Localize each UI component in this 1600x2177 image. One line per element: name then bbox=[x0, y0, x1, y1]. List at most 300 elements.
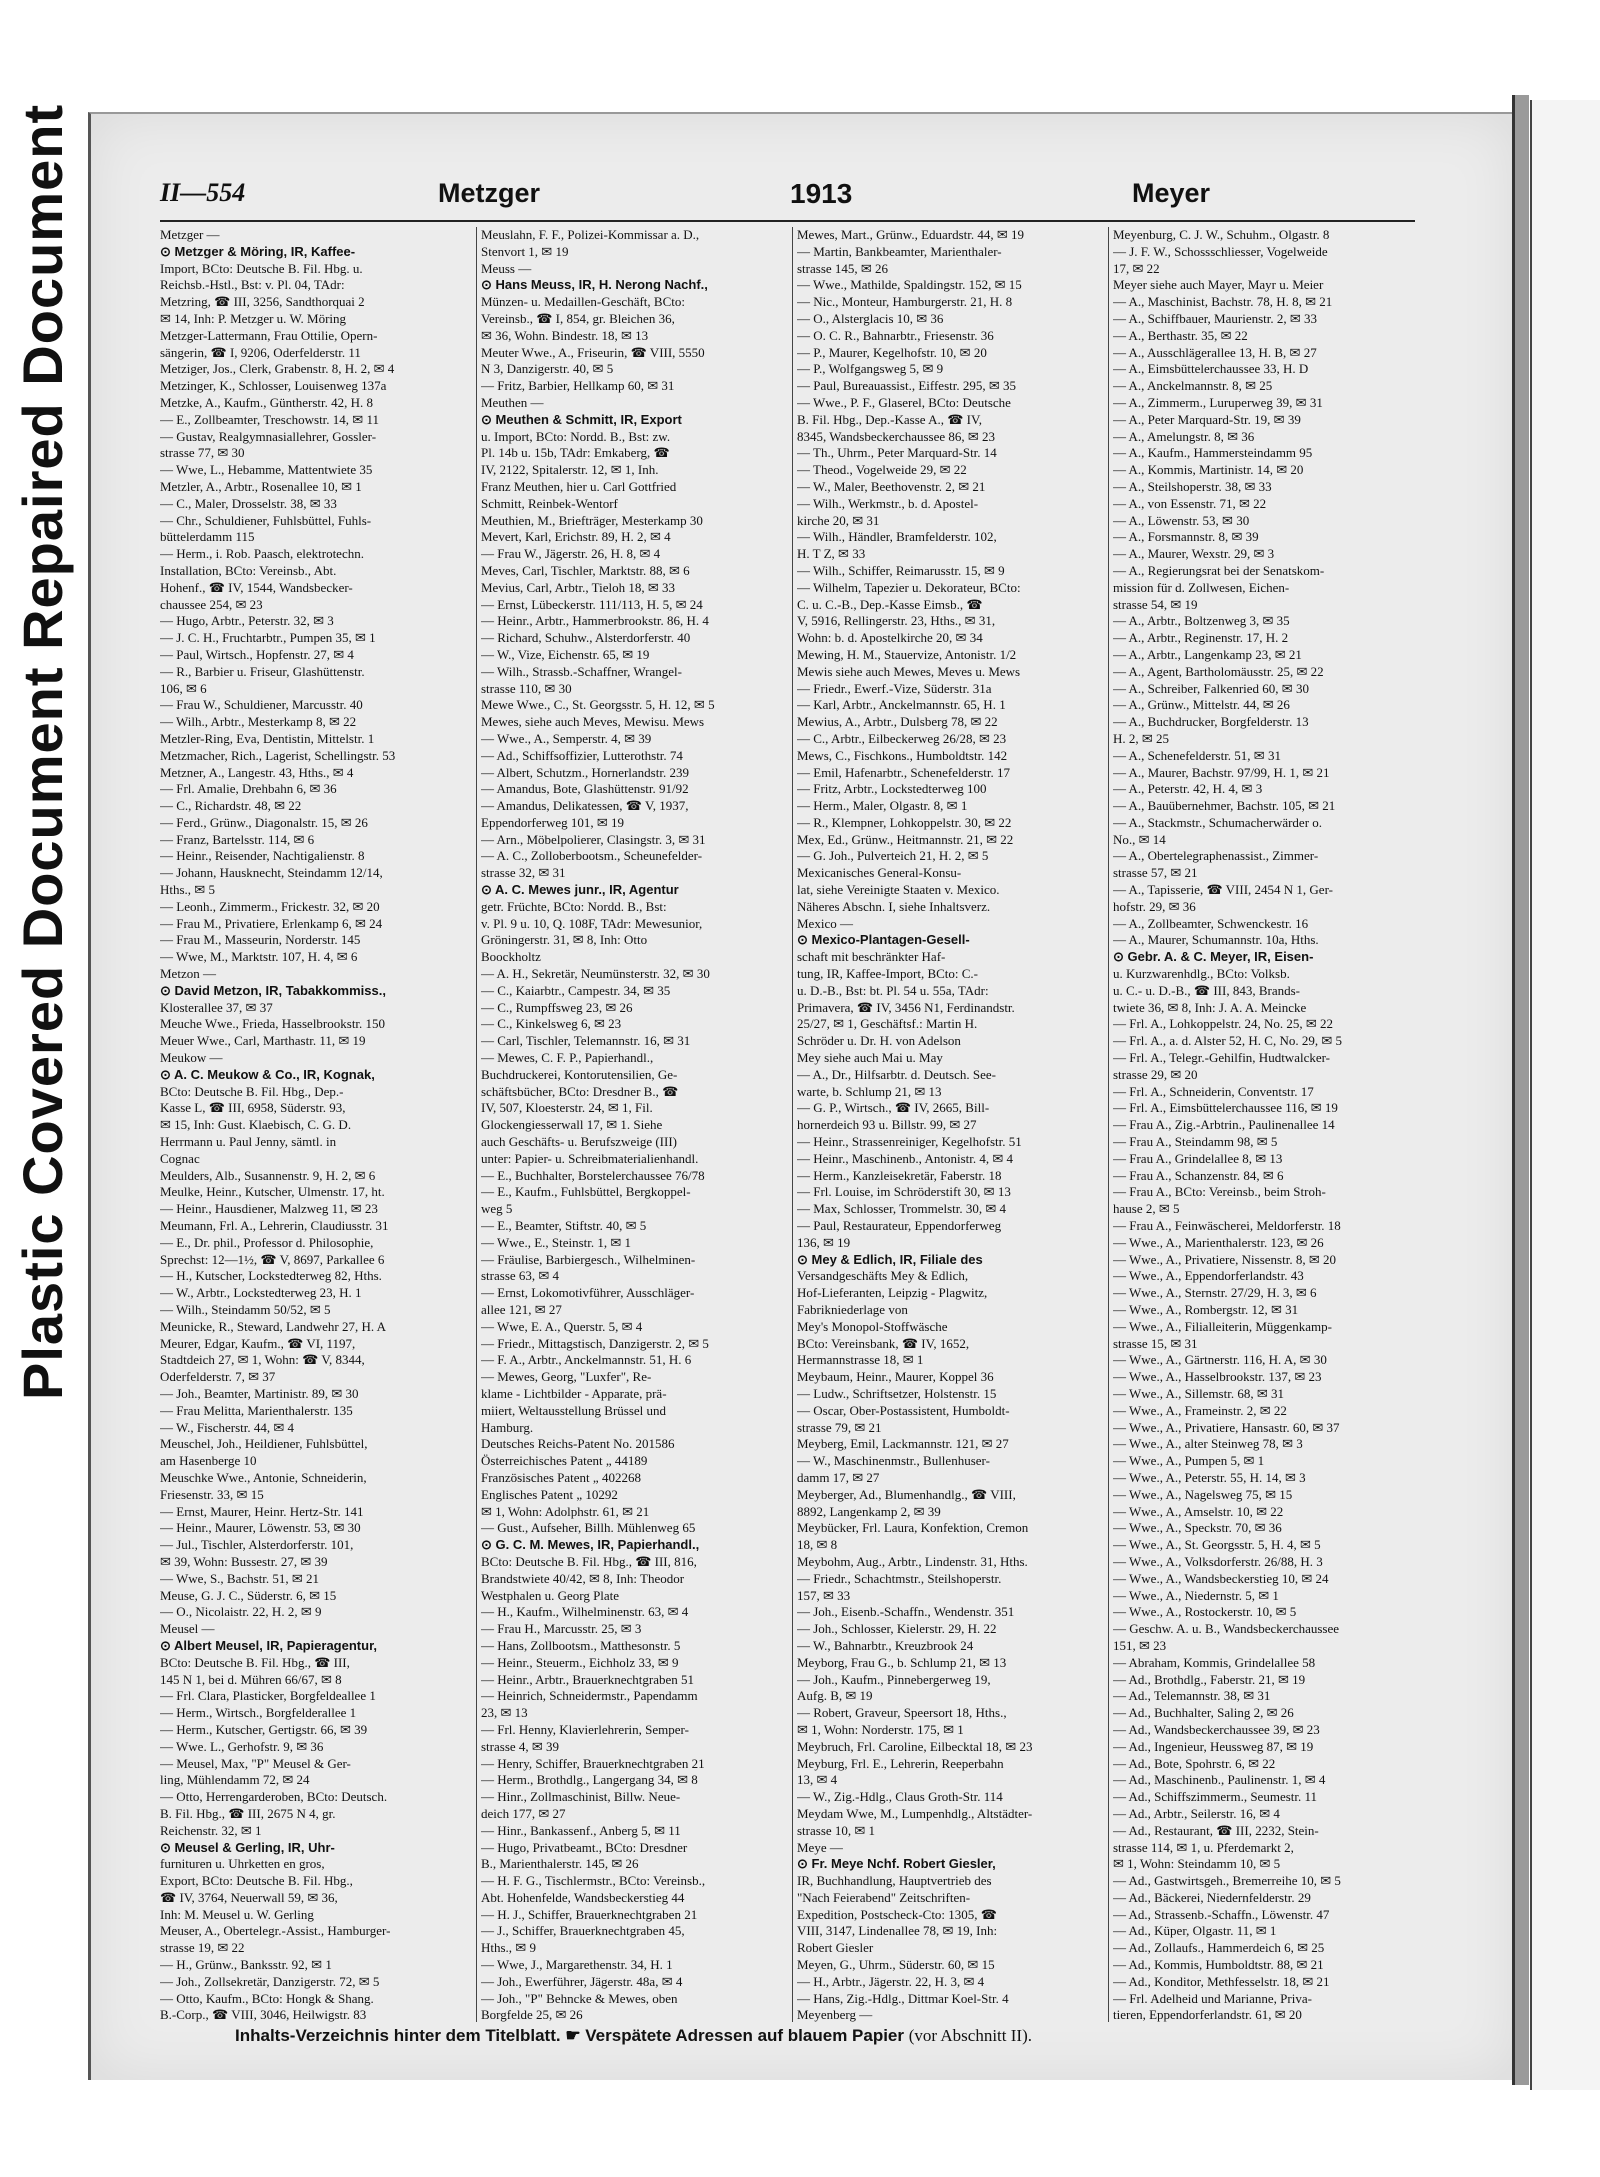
directory-entry-line: Hermannstrasse 18, ✉ 1 bbox=[797, 1352, 924, 1368]
directory-entry-line: — A., Anckelmannstr. 8, ✉ 25 bbox=[1113, 378, 1273, 394]
directory-entry-line: Meulke, Heinr., Kutscher, Ulmenstr. 17, ht. bbox=[160, 1184, 385, 1200]
directory-entry-line: damm 17, ✉ 27 bbox=[797, 1469, 880, 1485]
directory-entry-line: — Wilh., Werkmstr., b. d. Apostel- bbox=[797, 495, 979, 511]
directory-entry-line: — H. J., Schiffer, Brauerknechtgraben 21 bbox=[481, 1906, 698, 1922]
directory-entry-line: — Wwe., A., Semperstr. 4, ✉ 39 bbox=[481, 730, 652, 746]
directory-entry-line: Hths., ✉ 5 bbox=[160, 882, 215, 898]
directory-entry-line: u. D.-B., Bst: bt. Pl. 54 u. 55a, TAdr: bbox=[797, 982, 989, 998]
directory-entry-line: Meyen, G., Uhrm., Süderstr. 60, ✉ 15 bbox=[797, 1957, 995, 1973]
directory-entry-line: ⊙ Gebr. A. & C. Meyer, IR, Eisen- bbox=[1113, 949, 1314, 965]
directory-entry-line: Meyenburg, C. J. W., Schuhm., Olgastr. 8 bbox=[1113, 227, 1330, 242]
column-1 bbox=[160, 227, 466, 2022]
directory-entry-line: — Heinr., Steuerm., Eichholz 33, ✉ 9 bbox=[481, 1654, 679, 1670]
directory-entry-line: — A., Berthastr. 35, ✉ 22 bbox=[1113, 327, 1248, 343]
directory-entry-line: — Wwe., A., Rombergstr. 12, ✉ 31 bbox=[1113, 1302, 1299, 1317]
directory-entry-line: warte, b. Schlump 21, ✉ 13 bbox=[797, 1083, 942, 1099]
directory-entry-line: hofstr. 29, ✉ 36 bbox=[1113, 898, 1196, 914]
directory-entry-line: ⊙ Mey & Edlich, IR, Filiale des bbox=[797, 1251, 983, 1267]
directory-entry-line: 145 N 1, bei d. Mühren 66/67, ✉ 8 bbox=[160, 1671, 342, 1687]
directory-entry-line: — W., Zig.-Hdlg., Claus Groth-Str. 114 bbox=[797, 1789, 1003, 1805]
directory-entry-line: — Wilhelm, Tapezier u. Dekorateur, BCto: bbox=[797, 579, 1021, 595]
directory-entry-line: Robert Giesler bbox=[797, 1940, 874, 1956]
column-2 bbox=[476, 227, 782, 2022]
directory-entry-line: — Ad., Schiffsoffizier, Lutterothstr. 74 bbox=[481, 747, 683, 763]
directory-entry-line: Französisches Patent „ 402268 bbox=[481, 1469, 641, 1485]
directory-entry-line: Mex, Ed., Grünw., Heitmannstr. 21, ✉ 22 bbox=[797, 831, 1014, 847]
directory-entry-line: — A., Zimmerm., Luruperweg 39, ✉ 31 bbox=[1113, 394, 1323, 410]
directory-columns bbox=[160, 227, 1418, 2022]
directory-entry-line: — E., Kaufm., Fuhlsbüttel, Bergkoppel- bbox=[481, 1184, 691, 1200]
directory-entry-line: weg 5 bbox=[481, 1201, 513, 1217]
directory-entry-line: miiert, Weltausstellung Brüssel und bbox=[481, 1402, 667, 1418]
directory-entry-line: — Wwe., A., Privatiere, Nissenstr. 8, ✉ 20 bbox=[1113, 1251, 1336, 1267]
directory-entry-line: — A., Schiffbauer, Maurienstr. 2, ✉ 33 bbox=[1113, 310, 1318, 326]
directory-entry-line: — Wwe., A., St. Georgsstr. 5, H. 4, ✉ 5 bbox=[1113, 1537, 1321, 1553]
directory-entry-line: — Heinr., Reisender, Nachtigalienstr. 8 bbox=[160, 848, 365, 864]
directory-entry-line: — A., Grünw., Mittelstr. 44, ✉ 26 bbox=[1113, 697, 1290, 713]
directory-entry-line: — Ad., Konditor, Methfesselstr. 18, ✉ 21 bbox=[1113, 1973, 1330, 1989]
directory-entry-line: — Robert, Graveur, Speersort 18, Hths., bbox=[797, 1705, 1007, 1721]
directory-entry-line: chaussee 254, ✉ 23 bbox=[160, 596, 263, 612]
directory-entry-line: ✉ 15, Inh: Gust. Klaebisch, C. G. D. bbox=[160, 1117, 352, 1133]
directory-entry-line: am Hasenberge 10 bbox=[160, 1453, 257, 1469]
directory-entry-line: Meurer, Edgar, Kaufm., ☎ VI, 1197, bbox=[160, 1335, 356, 1351]
directory-entry-line: — A., von Essenstr. 71, ✉ 22 bbox=[1113, 495, 1267, 511]
directory-entry-line: — Wwe., A., Hasselbrookstr. 137, ✉ 23 bbox=[1113, 1369, 1322, 1385]
directory-entry-line: — Albert, Schutzm., Hornerlandstr. 239 bbox=[481, 764, 689, 780]
directory-entry-line: — Heinr., Strassenreiniger, Kegelhofstr. 51 bbox=[797, 1134, 1022, 1150]
directory-entry-line: ⊙ David Metzon, IR, Tabakkommiss., bbox=[160, 982, 386, 998]
directory-entry-line: u. C.- u. D.-B., ☎ III, 843, Brands- bbox=[1113, 982, 1300, 998]
directory-entry-line: Meyborg, Frau G., b. Schlump 21, ✉ 13 bbox=[797, 1654, 1007, 1670]
directory-entry-line: — Ad., Küper, Olgastr. 11, ✉ 1 bbox=[1113, 1923, 1277, 1939]
directory-entry-line: — Friedr., Mittagstisch, Danzigerstr. 2, ✉ 5 bbox=[481, 1335, 709, 1351]
directory-entry-line: furnituren u. Uhrketten en gros, bbox=[160, 1856, 325, 1872]
directory-entry-line: — Wwe., A., alter Steinweg 78, ✉ 3 bbox=[1113, 1436, 1303, 1452]
directory-entry-line: Meukow — bbox=[160, 1050, 223, 1066]
directory-entry-line: Glockengiesserwall 17, ✉ 1. Siehe bbox=[481, 1117, 663, 1133]
directory-entry-line: 136, ✉ 19 bbox=[797, 1234, 851, 1250]
directory-entry-line: — A., Tapisserie, ☎ VIII, 2454 N 1, Ger- bbox=[1113, 882, 1333, 898]
directory-entry-line: Boockholtz bbox=[481, 949, 541, 965]
directory-entry-line: — Paul, Wirtsch., Hopfenstr. 27, ✉ 4 bbox=[160, 646, 354, 662]
directory-entry-line: Cognac bbox=[160, 1150, 200, 1166]
directory-entry-line: — Gustav, Realgymnasiallehrer, Gossler- bbox=[160, 428, 377, 444]
directory-entry-line: — E., Buchhalter, Borstelerchaussee 76/78 bbox=[481, 1167, 705, 1183]
directory-entry-line: — Wwe., P. F., Glaserel, BCto: Deutsche bbox=[797, 394, 1011, 410]
directory-entry-line: ⊙ Fr. Meye Nchf. Robert Giesler, bbox=[797, 1856, 996, 1872]
directory-entry-line: ✉ 14, Inh: P. Metzger u. W. Möring bbox=[160, 310, 347, 326]
directory-entry-line: — Heinr., Maurer, Löwenstr. 53, ✉ 30 bbox=[160, 1520, 361, 1536]
directory-entry-line: Meyberg, Emil, Lackmannstr. 121, ✉ 27 bbox=[797, 1436, 1009, 1452]
directory-entry-line: Metzke, A., Kaufm., Güntherstr. 42, H. 8 bbox=[160, 394, 374, 410]
footer-main: Inhalts-Verzeichnis hinter dem Titelblatt. ☛ Verspätete Adressen auf blauem Papier bbox=[235, 2026, 905, 2045]
directory-entry-line: Pl. 14b u. 15b, TAdr: Emkaberg, ☎ bbox=[481, 445, 670, 461]
directory-entry-line: — Wilh., Strassb.-Schaffner, Wrangel- bbox=[481, 663, 682, 679]
directory-entry-line: — Ad., Wandsbeckerchaussee 39, ✉ 23 bbox=[1113, 1721, 1320, 1737]
directory-entry-line: — Paul, Bureauassist., Eiffestr. 295, ✉ 35 bbox=[797, 378, 1016, 394]
directory-entry-line: — Ad., Bäckerei, Niedernfelderstr. 29 bbox=[1113, 1889, 1311, 1905]
directory-entry-line: Meuche Wwe., Frieda, Hasselbrookstr. 150 bbox=[160, 1016, 386, 1032]
directory-entry-line: Mey's Monopol-Stoffwäsche bbox=[797, 1318, 948, 1334]
directory-entry-line: Westphalen u. Georg Plate bbox=[481, 1587, 620, 1603]
directory-entry-line: — A., Amelungstr. 8, ✉ 36 bbox=[1113, 428, 1255, 444]
directory-entry-line: BCto: Deutsche B. Fil. Hbg., ☎ III, bbox=[160, 1654, 350, 1670]
directory-entry-line: — Wwe, S., Bachstr. 51, ✉ 21 bbox=[160, 1570, 320, 1586]
directory-entry-line: — A., Stackmstr., Schumacherwärder o. bbox=[1113, 814, 1323, 830]
directory-entry-line: — Heinr., Hausdiener, Malzweg 11, ✉ 23 bbox=[160, 1201, 378, 1217]
directory-entry-line: — H., Grünw., Banksstr. 92, ✉ 1 bbox=[160, 1957, 332, 1973]
directory-entry-line: — Ludw., Schriftsetzer, Holstenstr. 15 bbox=[797, 1385, 997, 1401]
directory-entry-line: ⊙ Metzger & Möring, IR, Kaffee- bbox=[160, 243, 356, 259]
directory-entry-line: — Heinr., Arbtr., Hammerbrookstr. 86, H. 4 bbox=[481, 613, 709, 629]
directory-entry-line: — Fräulise, Barbiergesch., Wilhelminen- bbox=[481, 1251, 696, 1267]
directory-entry-line: — Friedr., Ewerf.-Vize, Süderstr. 31a bbox=[797, 680, 992, 696]
directory-entry-line: — Arn., Möbelpolierer, Clasingstr. 3, ✉ 31 bbox=[481, 831, 706, 847]
directory-entry-line: — Henry, Schiffer, Brauerknechtgraben 21 bbox=[481, 1755, 705, 1771]
directory-entry-line: Meyenberg — bbox=[797, 2007, 873, 2022]
directory-entry-line: — Wwe., A., Privatiere, Hansastr. 60, ✉ 37 bbox=[1113, 1419, 1340, 1435]
directory-entry-line: klame - Lichtbilder - Apparate, prä- bbox=[481, 1385, 667, 1401]
book-spine bbox=[0, 103, 74, 1400]
directory-entry-line: mission für d. Zollwesen, Eichen- bbox=[1113, 579, 1290, 595]
directory-entry-line: auch Geschäfts- u. Berufszweige (III) bbox=[481, 1134, 677, 1150]
directory-entry-line: — Wwe, E. A., Querstr. 5, ✉ 4 bbox=[481, 1318, 643, 1334]
directory-entry-line: — W., Maschinenmstr., Bullenhuser- bbox=[797, 1453, 990, 1469]
directory-entry-line: Primavera, ☎ IV, 3456 N1, Ferdinandstr. bbox=[797, 999, 1015, 1015]
directory-entry-line: — Joh., Eisenb.-Schaffn., Wendenstr. 351 bbox=[797, 1604, 1015, 1620]
footer-note bbox=[235, 2026, 1435, 2052]
directory-entry-line: — Frl. A., Telegr.-Gehilfin, Hudtwalcker- bbox=[1113, 1050, 1331, 1066]
directory-entry-line: — Ad., Strassenb.-Schaffn., Löwenstr. 47 bbox=[1113, 1906, 1330, 1922]
directory-entry-line: Klosterallee 37, ✉ 37 bbox=[160, 999, 273, 1015]
directory-entry-line: — Mewes, Georg, "Luxfer", Re- bbox=[481, 1369, 652, 1385]
directory-entry-line: — Karl, Arbtr., Anckelmannstr. 65, H. 1 bbox=[797, 697, 1006, 713]
directory-entry-line: — C., Kinkelsweg 6, ✉ 23 bbox=[481, 1016, 622, 1032]
directory-entry-line: 25/27, ✉ 1, Geschäftsf.: Martin H. bbox=[797, 1016, 978, 1032]
directory-entry-line: Mexico — bbox=[797, 915, 853, 931]
directory-entry-line: — Herm., Maler, Olgastr. 8, ✉ 1 bbox=[797, 798, 968, 814]
directory-entry-line: Meuss — bbox=[481, 260, 532, 276]
directory-entry-line: Expedition, Postscheck-Cto: 1305, ☎ bbox=[797, 1906, 997, 1922]
directory-entry-line: — A., Maschinist, Bachstr. 78, H. 8, ✉ 21 bbox=[1113, 294, 1333, 310]
directory-entry-line: — A., Maurer, Bachstr. 97/99, H. 1, ✉ 21 bbox=[1113, 764, 1330, 780]
directory-entry-line: — Hans, Zig.-Hdlg., Dittmar Koel-Str. 4 bbox=[797, 1990, 1009, 2006]
directory-entry-line: — Wwe., A., Niedernstr. 5, ✉ 1 bbox=[1113, 1587, 1279, 1603]
directory-entry-line: — Theod., Vogelweide 29, ✉ 22 bbox=[797, 462, 967, 478]
directory-entry-line: — Frl. Adelheid und Marianne, Priva- bbox=[1113, 1990, 1312, 2006]
directory-entry-line: — A., Zollbeamter, Schwenckestr. 16 bbox=[1113, 915, 1309, 931]
directory-entry-line: — A., Kommis, Martinistr. 14, ✉ 20 bbox=[1113, 462, 1304, 478]
directory-entry-line: — Jul., Tischler, Alsterdorferstr. 101, bbox=[160, 1537, 354, 1553]
directory-entry-line: schäftsbücher, BCto: Dresdner B., ☎ bbox=[481, 1083, 679, 1099]
directory-entry-line: — Frl. Amalie, Drehbahn 6, ✉ 36 bbox=[160, 781, 337, 797]
directory-entry-line: — Ad., Restaurant, ☎ III, 2232, Stein- bbox=[1113, 1822, 1319, 1838]
directory-entry-line: — Wilh., Schiffer, Reimarusstr. 15, ✉ 9 bbox=[797, 562, 1005, 578]
directory-entry-line: Meuschke Wwe., Antonie, Schneiderin, bbox=[160, 1469, 367, 1485]
directory-entry-line: — Frau Melitta, Marienthalerstr. 135 bbox=[160, 1402, 353, 1418]
directory-entry-line: B.-Corp., ☎ VIII, 3046, Heilwigstr. 83 bbox=[160, 2007, 367, 2022]
directory-entry-line: — Wwe, M., Marktstr. 107, H. 4, ✉ 6 bbox=[160, 949, 358, 965]
directory-entry-line: — F. A., Arbtr., Anckelmannstr. 51, H. 6 bbox=[481, 1352, 692, 1368]
directory-entry-line: — Ad., Kommis, Humboldtstr. 88, ✉ 21 bbox=[1113, 1957, 1324, 1973]
directory-entry-line: u. Kurzwarenhdlg., BCto: Volksb. bbox=[1113, 966, 1290, 982]
directory-entry-line: — A., Peter Marquard-Str. 19, ✉ 39 bbox=[1113, 411, 1301, 427]
directory-entry-line: Meye — bbox=[797, 1839, 843, 1855]
directory-entry-line: sängerin, ☎ I, 9206, Oderfelderstr. 11 bbox=[160, 344, 361, 360]
directory-entry-line: 18, ✉ 8 bbox=[797, 1537, 838, 1553]
directory-entry-line: Franz Meuthen, hier u. Carl Gottfried bbox=[481, 478, 677, 494]
directory-entry-line: — Ad., Buchhalter, Saling 2, ✉ 26 bbox=[1113, 1705, 1294, 1721]
directory-entry-line: V, 5916, Rellingerstr. 23, Hths., ✉ 31, bbox=[797, 613, 996, 629]
directory-entry-line: Meuser, A., Obertelegr.-Assist., Hamburger- bbox=[160, 1923, 391, 1939]
directory-entry-line: Mewius, A., Arbtr., Dulsberg 78, ✉ 22 bbox=[797, 714, 998, 730]
directory-entry-line: — Frau A., Schanzenstr. 84, ✉ 6 bbox=[1113, 1167, 1284, 1183]
spine-label: Plastic Covered Document Repaired Document bbox=[11, 103, 74, 1400]
directory-entry-line: Münzen- u. Medaillen-Geschäft, BCto: bbox=[481, 294, 685, 310]
header-year: 1913 bbox=[790, 178, 853, 209]
directory-entry-line: — W., Vize, Eichenstr. 65, ✉ 19 bbox=[481, 646, 650, 662]
directory-entry-line: Meyer siehe auch Mayer, Mayr u. Meier bbox=[1113, 277, 1324, 293]
directory-entry-line: — A., Agent, Bartholomäusstr. 25, ✉ 22 bbox=[1113, 663, 1324, 679]
directory-entry-line: Hths., ✉ 9 bbox=[481, 1940, 536, 1956]
directory-entry-line: H. 2, ✉ 25 bbox=[1113, 730, 1170, 746]
directory-entry-line: — Frau M., Masseurin, Norderstr. 145 bbox=[160, 932, 361, 948]
directory-entry-line: Stadtdeich 27, ✉ 1, Wohn: ☎ V, 8344, bbox=[160, 1352, 365, 1368]
directory-entry-line: — Frl. Clara, Plasticker, Borgfeldeallee 1 bbox=[160, 1688, 376, 1704]
directory-entry-line: Mewe Wwe., C., St. Georgsstr. 5, H. 12, ✉ 5 bbox=[481, 697, 715, 713]
directory-entry-line: — H., Kutscher, Lockstedterweg 82, Hths. bbox=[160, 1268, 382, 1284]
directory-entry-line: Schröder u. Dr. H. von Adelson bbox=[797, 1033, 961, 1049]
directory-entry-line: Abt. Hohenfelde, Wandsbeckerstieg 44 bbox=[481, 1889, 685, 1905]
directory-entry-line: unter: Papier- u. Schreibmaterialienhandl. bbox=[481, 1150, 699, 1166]
directory-entry-line: Gröningerstr. 31, ✉ 8, Inh: Otto bbox=[481, 932, 648, 948]
directory-entry-line: — O. C. R., Bahnarbtr., Friesenstr. 36 bbox=[797, 327, 994, 343]
directory-entry-line: Mewis siehe auch Mewes, Meves u. Mews bbox=[797, 663, 1021, 679]
directory-entry-line: — Hugo, Arbtr., Peterstr. 32, ✉ 3 bbox=[160, 613, 334, 629]
directory-entry-line: — Otto, Herrengarderoben, BCto: Deutsch. bbox=[160, 1789, 388, 1805]
footer-tail: (vor Abschnitt II). bbox=[908, 2026, 1032, 2045]
directory-entry-line: — Gust., Aufseher, Billh. Mühlenweg 65 bbox=[481, 1520, 696, 1536]
directory-entry-line: BCto: Deutsche B. Fil. Hbg., ☎ III, 816, bbox=[481, 1553, 697, 1569]
directory-entry-line: Meunicke, R., Steward, Landwehr 27, H. A bbox=[160, 1318, 387, 1334]
directory-entry-line: — R., Klempner, Lohkoppelstr. 30, ✉ 22 bbox=[797, 814, 1012, 830]
directory-entry-line: — W., Fischerstr. 44, ✉ 4 bbox=[160, 1419, 295, 1435]
directory-entry-line: — Ad., Arbtr., Seilerstr. 16, ✉ 4 bbox=[1113, 1805, 1280, 1821]
directory-entry-line: — Ad., Telemannstr. 38, ✉ 31 bbox=[1113, 1688, 1271, 1704]
directory-entry-line: No., ✉ 14 bbox=[1113, 831, 1166, 847]
directory-entry-line: büttelerdamm 115 bbox=[160, 529, 255, 545]
directory-entry-line: "Nach Feierabend" Zeitschriften- bbox=[797, 1889, 971, 1905]
directory-entry-line: — Wwe., A., Rostockerstr. 10, ✉ 5 bbox=[1113, 1604, 1297, 1620]
directory-entry-line: — Ad., Zollaufs., Hammerdeich 6, ✉ 25 bbox=[1113, 1940, 1325, 1956]
directory-entry-line: Reichsb.-Hstl., Bst: v. Pl. 04, TAdr: bbox=[160, 277, 345, 293]
directory-entry-line: — Wwe., A., Volksdorferstr. 26/88, H. 3 bbox=[1113, 1553, 1323, 1569]
directory-entry-line: Vereinsb., ☎ I, 854, gr. Bleichen 36, bbox=[481, 310, 675, 326]
directory-entry-line: — Frl. Louise, im Schröderstift 30, ✉ 13 bbox=[797, 1184, 1011, 1200]
directory-entry-line: — A., Arbtr., Langenkamp 23, ✉ 21 bbox=[1113, 646, 1302, 662]
directory-entry-line: IV, 507, Kloesterstr. 24, ✉ 1, Fil. bbox=[481, 1100, 653, 1116]
directory-entry-line: H. T Z, ✉ 33 bbox=[797, 546, 866, 562]
directory-entry-line: — O., Alsterglacis 10, ✉ 36 bbox=[797, 310, 944, 326]
directory-entry-line: 17, ✉ 22 bbox=[1113, 260, 1160, 276]
directory-entry-line: Hof-Lieferanten, Leipzig - Plagwitz, bbox=[797, 1285, 988, 1301]
directory-entry-line: — P., Wolfgangsweg 5, ✉ 9 bbox=[797, 361, 944, 377]
directory-entry-line: hause 2, ✉ 5 bbox=[1113, 1201, 1180, 1217]
header-rule bbox=[160, 220, 1415, 222]
directory-entry-line: — Ad., Ingenieur, Heussweg 87, ✉ 19 bbox=[1113, 1738, 1314, 1754]
directory-entry-line: — Geschw. A. u. B., Wandsbeckerchaussee bbox=[1113, 1621, 1340, 1637]
directory-entry-line: Reichenstr. 32, ✉ 1 bbox=[160, 1822, 262, 1838]
directory-entry-line: — Herm., Brothdlg., Langergang 34, ✉ 8 bbox=[481, 1772, 698, 1788]
directory-entry-line: — Ernst, Lokomotivführer, Ausschläger- bbox=[481, 1285, 695, 1301]
directory-entry-line: — Fritz, Barbier, Hellkamp 60, ✉ 31 bbox=[481, 378, 675, 394]
directory-entry-line: — H., Kaufm., Wilhelminenstr. 63, ✉ 4 bbox=[481, 1604, 689, 1620]
directory-entry-line: Hamburg. bbox=[481, 1419, 534, 1435]
directory-entry-line: — Ad., Gastwirtsgeh., Bremerreihe 10, ✉ 5 bbox=[1113, 1873, 1341, 1889]
directory-entry-line: Meybohm, Aug., Arbtr., Lindenstr. 31, Hths. bbox=[797, 1553, 1028, 1569]
directory-entry-line: Metzger — bbox=[160, 227, 220, 242]
directory-entry-line: Mewes, Mart., Grünw., Eduardstr. 44, ✉ 19 bbox=[797, 227, 1025, 242]
directory-entry-line: Mey siehe auch Mai u. May bbox=[797, 1050, 943, 1066]
directory-entry-line: — Wwe., E., Steinstr. 1, ✉ 1 bbox=[481, 1234, 632, 1250]
directory-entry-line: Metzinger, K., Schlosser, Louisenweg 137a bbox=[160, 378, 387, 394]
directory-entry-line: — Ernst, Lübeckerstr. 111/113, H. 5, ✉ 24 bbox=[481, 596, 703, 612]
directory-entry-line: — Carl, Tischler, Telemannstr. 16, ✉ 31 bbox=[481, 1033, 691, 1049]
directory-entry-line: — Wwe, J., Margarethenstr. 34, H. 1 bbox=[481, 1957, 673, 1973]
directory-entry-line: — C., Rumpffsweg 23, ✉ 26 bbox=[481, 999, 633, 1015]
directory-entry-line: — Ad., Maschinenb., Paulinenstr. 1, ✉ 4 bbox=[1113, 1772, 1326, 1788]
directory-entry-line: — Heinr., Maschinenb., Antonistr. 4, ✉ 4 bbox=[797, 1150, 1013, 1166]
running-header bbox=[160, 178, 1410, 218]
directory-entry-line: 157, ✉ 33 bbox=[797, 1587, 851, 1603]
directory-entry-line: 8892, Langenkamp 2, ✉ 39 bbox=[797, 1503, 941, 1519]
directory-entry-line: Meumann, Frl. A., Lehrerin, Claudiusstr. 31 bbox=[160, 1218, 389, 1234]
directory-entry-line: — E., Dr. phil., Professor d. Philosophie, bbox=[160, 1234, 374, 1250]
directory-entry-line: C. u. C.-B., Dep.-Kasse Eimsb., ☎ bbox=[797, 596, 983, 612]
directory-entry-line: — Hans, Zollbootsm., Matthesonstr. 5 bbox=[481, 1637, 681, 1653]
directory-entry-line: — A., Bauübernehmer, Bachstr. 105, ✉ 21 bbox=[1113, 798, 1336, 814]
directory-entry-line: strasse 77, ✉ 30 bbox=[160, 445, 245, 461]
directory-entry-line: — Frl. Henny, Klavierlehrerin, Semper- bbox=[481, 1721, 689, 1737]
directory-entry-line: Mexicanisches General-Konsu- bbox=[797, 865, 962, 881]
directory-entry-line: 13, ✉ 4 bbox=[797, 1772, 838, 1788]
directory-entry-line: Eppendorferweg 101, ✉ 19 bbox=[481, 814, 625, 830]
directory-entry-line: — Frl. A., a. d. Alster 52, H. C, No. 29, ✉ 5 bbox=[1113, 1033, 1343, 1049]
directory-entry-line: — Amandus, Delikatessen, ☎ V, 1937, bbox=[481, 798, 689, 814]
directory-entry-line: — Wilh., Arbtr., Mesterkamp 8, ✉ 22 bbox=[160, 714, 357, 730]
directory-entry-line: — Wilh., Steindamm 50/52, ✉ 5 bbox=[160, 1302, 331, 1317]
directory-entry-line: Mewing, H. M., Stauervize, Antonistr. 1/2 bbox=[797, 646, 1017, 662]
directory-entry-line: — Hugo, Privatbeamt., BCto: Dresdner bbox=[481, 1839, 688, 1855]
directory-entry-line: — Wwe, L., Hebamme, Mattentwiete 35 bbox=[160, 462, 373, 478]
directory-entry-line: — Fritz, Arbtr., Lockstedterweg 100 bbox=[797, 781, 987, 797]
directory-entry-line: — Wwe., A., Amselstr. 10, ✉ 22 bbox=[1113, 1503, 1284, 1519]
directory-entry-line: — Wwe., A., Frameinstr. 2, ✉ 22 bbox=[1113, 1402, 1287, 1418]
directory-entry-line: — Wwe., A., Marienthalerstr. 123, ✉ 26 bbox=[1113, 1234, 1324, 1250]
directory-entry-line: strasse 15, ✉ 31 bbox=[1113, 1335, 1198, 1351]
directory-entry-line: Meuer Wwe., Carl, Marthastr. 11, ✉ 19 bbox=[160, 1033, 366, 1049]
directory-entry-line: — P., Maurer, Kegelhofstr. 10, ✉ 20 bbox=[797, 344, 987, 360]
directory-entry-line: Meyberger, Ad., Blumenhandlg., ☎ VIII, bbox=[797, 1486, 1016, 1502]
directory-entry-line: — O., Nicolaistr. 22, H. 2, ✉ 9 bbox=[160, 1604, 322, 1620]
directory-entry-line: Mews, C., Fischkons., Humboldtstr. 142 bbox=[797, 747, 1008, 763]
directory-entry-line: B. Fil. Hbg., ☎ III, 2675 N 4, gr. bbox=[160, 1805, 336, 1821]
header-first-entry: Metzger bbox=[438, 178, 541, 208]
directory-entry-line: — Wwe., A., Peterstr. 55, H. 14, ✉ 3 bbox=[1113, 1469, 1306, 1485]
directory-entry-line: Aufg. B, ✉ 19 bbox=[797, 1688, 873, 1704]
directory-entry-line: strasse 10, ✉ 1 bbox=[797, 1822, 876, 1838]
directory-entry-line: — Max, Schlosser, Trommelstr. 30, ✉ 4 bbox=[797, 1201, 1006, 1217]
directory-entry-line: — Wwe., A., Wandsbeckerstieg 10, ✉ 24 bbox=[1113, 1570, 1329, 1586]
directory-entry-line: Meyburg, Frl. E., Lehrerin, Reeperbahn bbox=[797, 1755, 1004, 1771]
directory-entry-line: — Frau H., Marcusstr. 25, ✉ 3 bbox=[481, 1621, 642, 1637]
directory-entry-line: Herrmann u. Paul Jenny, sämtl. in bbox=[160, 1134, 337, 1150]
directory-entry-line: — Joh., Zollsekretär, Danzigerstr. 72, ✉ 5 bbox=[160, 1973, 380, 1989]
directory-entry-line: — G. Joh., Pulverteich 21, H. 2, ✉ 5 bbox=[797, 848, 989, 864]
directory-entry-line: — Paul, Restaurateur, Eppendorferweg bbox=[797, 1218, 1002, 1234]
directory-entry-line: — Th., Uhrm., Peter Marquard-Str. 14 bbox=[797, 445, 997, 461]
directory-entry-line: — Frau M., Privatiere, Erlenkamp 6, ✉ 24 bbox=[160, 915, 383, 931]
directory-entry-line: — A. C., Zolloberbootsm., Scheunefelder- bbox=[481, 848, 703, 864]
directory-entry-line: — A., Maurer, Wexstr. 29, ✉ 3 bbox=[1113, 546, 1275, 562]
directory-entry-line: Meuter Wwe., A., Friseurin, ☎ VIII, 5550 bbox=[481, 344, 705, 360]
directory-entry-line: allee 121, ✉ 27 bbox=[481, 1302, 562, 1317]
directory-entry-line: — Franz, Bartelsstr. 114, ✉ 6 bbox=[160, 831, 315, 847]
directory-entry-line: — H. F. G., Tischlermstr., BCto: Vereinsb., bbox=[481, 1873, 706, 1889]
directory-entry-line: IV, 2122, Spitalerstr. 12, ✉ 1, Inh. bbox=[481, 462, 659, 478]
page-number: II—554 bbox=[160, 178, 246, 207]
directory-entry-line: — A., Arbtr., Reginenstr. 17, H. 2 bbox=[1113, 630, 1289, 646]
directory-entry-line: deich 177, ✉ 27 bbox=[481, 1805, 566, 1821]
directory-entry-line: strasse 145, ✉ 26 bbox=[797, 260, 889, 276]
column-3 bbox=[792, 227, 1098, 2022]
directory-entry-line: — Wwe. L., Gerhofstr. 9, ✉ 36 bbox=[160, 1738, 324, 1754]
directory-entry-line: B. Fil. Hbg., Dep.-Kasse A., ☎ IV, bbox=[797, 411, 982, 427]
directory-entry-line: — Wwe., A., Nagelsweg 75, ✉ 15 bbox=[1113, 1486, 1293, 1502]
directory-entry-line: — Herm., Wirtsch., Borgfelderallee 1 bbox=[160, 1705, 357, 1721]
directory-entry-line: Kasse L, ☎ III, 6958, Süderstr. 93, bbox=[160, 1100, 346, 1116]
directory-entry-line: — Frau A., Feinwäscherei, Meldorferstr. 18 bbox=[1113, 1218, 1341, 1234]
directory-entry-line: Metzmacher, Rich., Lagerist, Schellingstr. 53 bbox=[160, 747, 396, 763]
directory-entry-line: Meuslahn, F. F., Polizei-Kommissar a. D., bbox=[481, 227, 700, 242]
directory-entry-line: strasse 29, ✉ 20 bbox=[1113, 1066, 1198, 1082]
directory-entry-line: ✉ 39, Wohn: Bussestr. 27, ✉ 39 bbox=[160, 1553, 328, 1569]
directory-entry-line: 106, ✉ 6 bbox=[160, 680, 207, 696]
directory-entry-line: — Ad., Brothdlg., Faberstr. 21, ✉ 19 bbox=[1113, 1671, 1306, 1687]
directory-entry-line: Österreichisches Patent „ 44189 bbox=[481, 1453, 648, 1469]
directory-entry-line: — Frau A., BCto: Vereinsb., beim Stroh- bbox=[1113, 1184, 1326, 1200]
directory-entry-line: — G. P., Wirtsch., ☎ IV, 2665, Bill- bbox=[797, 1100, 990, 1116]
directory-entry-line: — Chr., Schuldiener, Fuhlsbüttel, Fuhls- bbox=[160, 512, 372, 528]
directory-entry-line: BCto: Deutsche B. Fil. Hbg., Dep.- bbox=[160, 1083, 344, 1099]
directory-entry-line: Meuthen — bbox=[481, 394, 544, 410]
directory-entry-line: strasse 63, ✉ 4 bbox=[481, 1268, 560, 1284]
directory-entry-line: strasse 79, ✉ 21 bbox=[797, 1419, 882, 1435]
directory-entry-line: — Ad., Schiffszimmerm., Seumestr. 11 bbox=[1113, 1789, 1318, 1805]
page-edge bbox=[1512, 95, 1529, 2085]
directory-entry-line: ✉ 1, Wohn: Norderstr. 175, ✉ 1 bbox=[797, 1721, 964, 1737]
directory-entry-line: — Leonh., Zimmerm., Frickestr. 32, ✉ 20 bbox=[160, 898, 380, 914]
directory-entry-line: — Meusel, Max, "P" Meusel & Ger- bbox=[160, 1755, 351, 1771]
directory-entry-line: — A., Kaufm., Hammersteindamm 95 bbox=[1113, 445, 1313, 461]
directory-entry-line: — Johann, Hausknecht, Steindamm 12/14, bbox=[160, 865, 383, 881]
directory-entry-line: — A., Steilshoperstr. 38, ✉ 33 bbox=[1113, 478, 1272, 494]
directory-entry-line: — Heinrich, Schneidermstr., Papendamm bbox=[481, 1688, 698, 1704]
directory-entry-line: — Emil, Hafenarbtr., Schenefelderstr. 17 bbox=[797, 764, 1010, 780]
directory-entry-line: Meybruch, Frl. Caroline, Eilbecktal 18, ✉ 23 bbox=[797, 1738, 1033, 1754]
directory-entry-line: Metzring, ☎ III, 3256, Sandthorquai 2 bbox=[160, 294, 365, 310]
